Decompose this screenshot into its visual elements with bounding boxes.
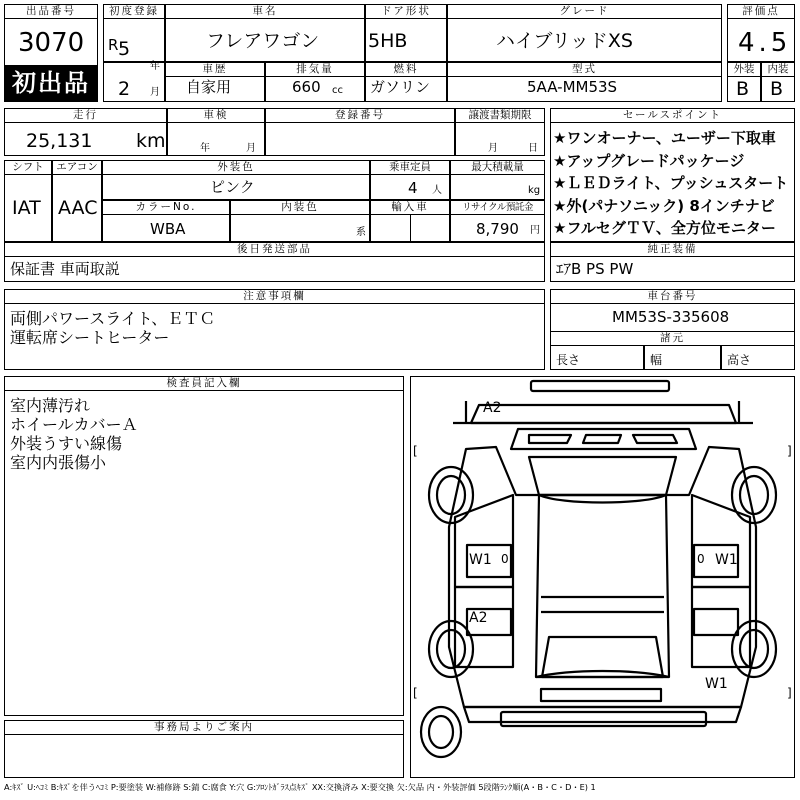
era: R — [108, 36, 119, 54]
spec-label: 諸元 — [550, 331, 795, 346]
spare-tire — [421, 707, 461, 757]
mileage-unit: km — [136, 130, 166, 152]
rear-bumper-outline — [501, 712, 706, 726]
rear-hatch-outline — [464, 707, 741, 722]
inspection-label: 車検 — [167, 108, 265, 123]
car-body-diagram — [411, 377, 794, 777]
import-label: 輸入車 — [370, 200, 450, 215]
reg-number-label: 登録番号 — [265, 108, 455, 123]
sales-points-label: セールスポイント — [550, 108, 795, 123]
transfer-day-unit: 日 — [528, 143, 538, 154]
ext-score: B — [736, 78, 750, 100]
spare-tire-hub — [429, 716, 453, 748]
grade-label: グレード — [447, 4, 722, 19]
inspector-line: 外装うすい線傷 — [10, 434, 123, 453]
damage-mark: W1 — [705, 676, 728, 692]
grade: ハイブリッドXS — [496, 30, 633, 52]
length-label: 長さ — [556, 353, 581, 367]
capacity-unit: 人 — [432, 185, 442, 196]
roof-front-outline — [529, 457, 676, 495]
ext-color: ピンク — [210, 178, 255, 196]
fuel: ガソリン — [370, 78, 431, 96]
chassis-number: MM53S-335608 — [612, 308, 730, 326]
sales-point: ★フルセグＴＶ、全方位モニター — [553, 219, 776, 237]
bracket-mark: ] — [787, 444, 792, 458]
chassis-label: 車台番号 — [550, 289, 795, 304]
color-no-label: カラーNo. — [102, 200, 230, 215]
lot-number-label: 出品番号 — [4, 4, 98, 19]
damage-mark: A2 — [483, 400, 502, 416]
note-line: 運転席シートヒーター — [10, 328, 170, 347]
zero-mark: 0 — [501, 552, 509, 566]
inspector-line: 室内薄汚れ — [10, 396, 91, 415]
int-color-unit: 系 — [356, 227, 366, 238]
insp-month-unit: 月 — [246, 143, 256, 154]
month-unit: 月 — [150, 87, 160, 98]
history-label: 車歴 — [165, 62, 265, 77]
cabin-outline — [536, 495, 669, 677]
sales-point: ★外(パナソニック) 8インチナビ — [553, 196, 775, 215]
sales-points-list — [553, 127, 788, 240]
car-name-label: 車名 — [165, 4, 365, 19]
later-parts: 保証書 車両取説 — [10, 260, 120, 278]
displacement: 660 — [292, 78, 321, 96]
sales-point: ★ＬＥＤライト、プッシュスタート — [553, 174, 789, 192]
recycle-label: リサイクル預託金 — [450, 200, 545, 215]
first-reg-month: 2 — [118, 78, 131, 100]
int-score-label: 内装 — [761, 62, 795, 77]
bracket-mark: [ — [413, 686, 418, 700]
year-unit: 年 — [150, 61, 160, 72]
bracket-mark: ] — [787, 686, 792, 700]
left-front-hub — [437, 476, 465, 514]
note-line: 両側パワースライト、ＥＴＣ — [10, 309, 216, 328]
max-load-label: 最大積載量 — [450, 160, 545, 175]
left-front-door — [455, 495, 513, 587]
score-label: 評価点 — [727, 4, 795, 19]
damage-mark: A2 — [469, 610, 488, 626]
model-label: 型式 — [447, 62, 722, 77]
mileage-label: 走行 — [4, 108, 167, 123]
first-listing-badge: 初出品 — [4, 66, 98, 102]
damage-mark: W1 — [469, 552, 492, 568]
left-rear-hub — [437, 630, 465, 668]
car-diagram-panel — [410, 376, 795, 778]
capacity-label: 乗車定員 — [370, 160, 450, 175]
damage-mark: W1 — [715, 552, 738, 568]
inspector-label: 検査員記入欄 — [4, 376, 404, 391]
later-parts-label: 後日発送部品 — [4, 242, 545, 257]
mileage: 25,131 — [26, 130, 93, 152]
transfer-month-unit: 月 — [488, 143, 498, 154]
door-type: 5HB — [368, 30, 408, 52]
shift: IAT — [12, 197, 41, 219]
recycle-unit: 円 — [530, 225, 540, 236]
inspector-notes — [10, 396, 138, 472]
equipment-label: 純正装備 — [550, 242, 795, 257]
int-color-label: 内装色 — [230, 200, 370, 215]
import-checkbox — [410, 214, 450, 242]
car-name: フレアワゴン — [206, 30, 320, 52]
max-load-unit: kg — [528, 185, 541, 196]
ext-color-label: 外装色 — [102, 160, 370, 175]
door-label: ドア形状 — [365, 4, 447, 19]
fuel-label: 燃料 — [365, 62, 447, 77]
rear-plate-outline — [541, 689, 661, 701]
wiper-outline — [529, 435, 677, 443]
history: 自家用 — [186, 78, 232, 96]
notes-list — [10, 309, 215, 347]
right-front-door — [692, 495, 750, 587]
sales-point: ★アップグレードパッケージ — [553, 151, 745, 170]
insp-year-unit: 年 — [200, 143, 210, 154]
windshield-outline — [511, 429, 696, 449]
bracket-mark: [ — [413, 444, 418, 458]
roof-lines — [541, 597, 664, 612]
legend: A:ｷｽﾞ U:ﾍｺﾐ B:ｷｽﾞを伴うﾍｺﾐ P:要塗装 W:補修跡 S:錆 C:腐食 Y:穴 G:ﾌﾛﾝﾄｶﾞﾗｽ点ｷｽﾞ XX:交換済み X:要交換 欠:欠品 内・外装評価 5段階ﾗﾝｸ順(A・B・C・D・E) 1 — [4, 782, 596, 792]
ac: AAC — [58, 197, 98, 219]
front-bumper-outline — [531, 381, 669, 391]
ext-score-label: 外装 — [727, 62, 761, 77]
notes-label: 注意事項欄 — [4, 289, 545, 304]
overall-score: 4.5 — [738, 28, 792, 58]
width-label: 幅 — [650, 353, 663, 367]
sales-point: ★ワンオーナー、ユーザー下取車 — [553, 129, 776, 147]
model-code: 5AA-MM53S — [527, 78, 618, 96]
ac-label: エアコン — [52, 160, 102, 175]
right-rear-hub — [740, 630, 768, 668]
transfer-label: 譲渡書類期限 — [455, 108, 545, 123]
first-reg-year: 5 — [118, 38, 131, 60]
color-number: WBA — [150, 220, 186, 238]
equipment: ｴｱB PS PW — [556, 260, 634, 278]
right-rear-window — [694, 609, 738, 635]
recycle-fee: 8,790 — [476, 220, 519, 238]
hood-outline — [471, 405, 736, 423]
right-front-hub — [740, 476, 768, 514]
inspector-line: 室内内張傷小 — [10, 453, 107, 472]
lot-number: 3070 — [18, 28, 85, 58]
first-registration-label: 初度登録 — [103, 4, 165, 19]
shift-label: シフト — [4, 160, 52, 175]
zero-mark: 0 — [697, 552, 705, 566]
office-label: 事務局よりご案内 — [4, 720, 404, 735]
capacity: 4 — [408, 179, 418, 197]
int-score: B — [770, 78, 784, 100]
displacement-label: 排気量 — [265, 62, 365, 77]
height-label: 高さ — [727, 353, 752, 367]
inspector-line: ホイールカバーＡ — [10, 415, 138, 434]
displacement-unit: cc — [332, 85, 343, 96]
roof-curve-front — [539, 495, 666, 503]
